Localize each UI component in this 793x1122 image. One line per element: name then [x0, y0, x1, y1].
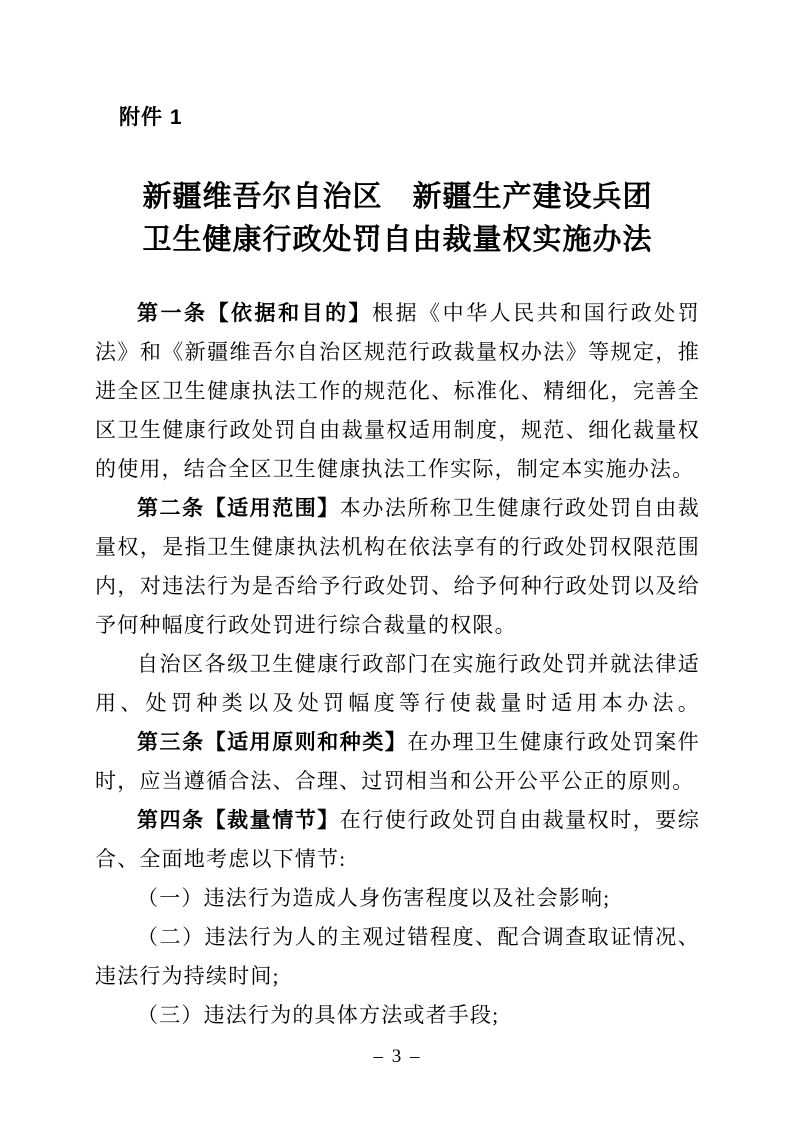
- paragraph-item-1: [95, 879, 700, 918]
- attachment-label: 附件 1: [119, 106, 183, 129]
- item-3-text: （三）违法行为的具体方法或者手段;: [137, 1003, 500, 1027]
- paragraph-item-2: [95, 918, 700, 996]
- article-4-heading: 第四条【裁量情节】: [137, 809, 340, 832]
- article-2-heading: 第二条【适用范围】: [137, 497, 340, 520]
- document-body: [95, 294, 700, 1035]
- article-4-text: 在行使行政处罚自由裁量权时，要综合、全面地考虑以下情节:: [95, 808, 700, 871]
- article-3-heading: 第三条【适用原则和种类】: [137, 731, 408, 754]
- item-2-text: （二）违法行为人的主观过错程度、配合调查取证情况、违法行为持续时间;: [95, 925, 700, 988]
- article-2-text: 本办法所称卫生健康行政处罚自由裁量权，是指卫生健康执法机构在依法享有的行政处罚权限范围内，对违法行为是否给予行政处罚、给予何种行政处罚以及给予何种幅度行政处罚进行综合裁量的权限。: [95, 496, 700, 637]
- article-2-supplement-text: 自治区各级卫生健康行政部门在实施行政处罚并就法律适用、处罚种类以及处罚幅度等行使裁量时适用本办法。: [95, 652, 700, 715]
- title-line-1: 新疆维吾尔自治区 新疆生产建设兵团: [142, 181, 653, 213]
- title-line-2: 卫生健康行政处罚自由裁量权实施办法: [142, 224, 653, 256]
- document-title: [95, 176, 700, 262]
- article-3-text: 在办理卫生健康行政处罚案件时，应当遵循合法、合理、过罚相当和公开公平公正的原则。: [95, 730, 700, 793]
- paragraph-article-4: [95, 801, 700, 879]
- paragraph-item-3: [95, 996, 700, 1035]
- page-number: – 3 –: [373, 1046, 422, 1067]
- paragraph-article-1: [95, 294, 700, 489]
- article-1-heading: 第一条【依据和目的】: [137, 302, 373, 325]
- item-1-text: （一）违法行为造成人身伤害程度以及社会影响;: [137, 886, 611, 910]
- paragraph-article-2: [95, 489, 700, 645]
- paragraph-article-2-supplement: [95, 645, 700, 723]
- article-1-text: 根据《中华人民共和国行政处罚法》和《新疆维吾尔自治区规范行政裁量权办法》等规定，推进全区卫生健康执法工作的规范化、标准化、精细化，完善全区卫生健康行政处罚自由裁量权适用制度，规范、细化裁量权的使用，结合全区卫生健康执法工作实际，制定本实施办法。: [95, 301, 700, 481]
- paragraph-article-3: [95, 723, 700, 801]
